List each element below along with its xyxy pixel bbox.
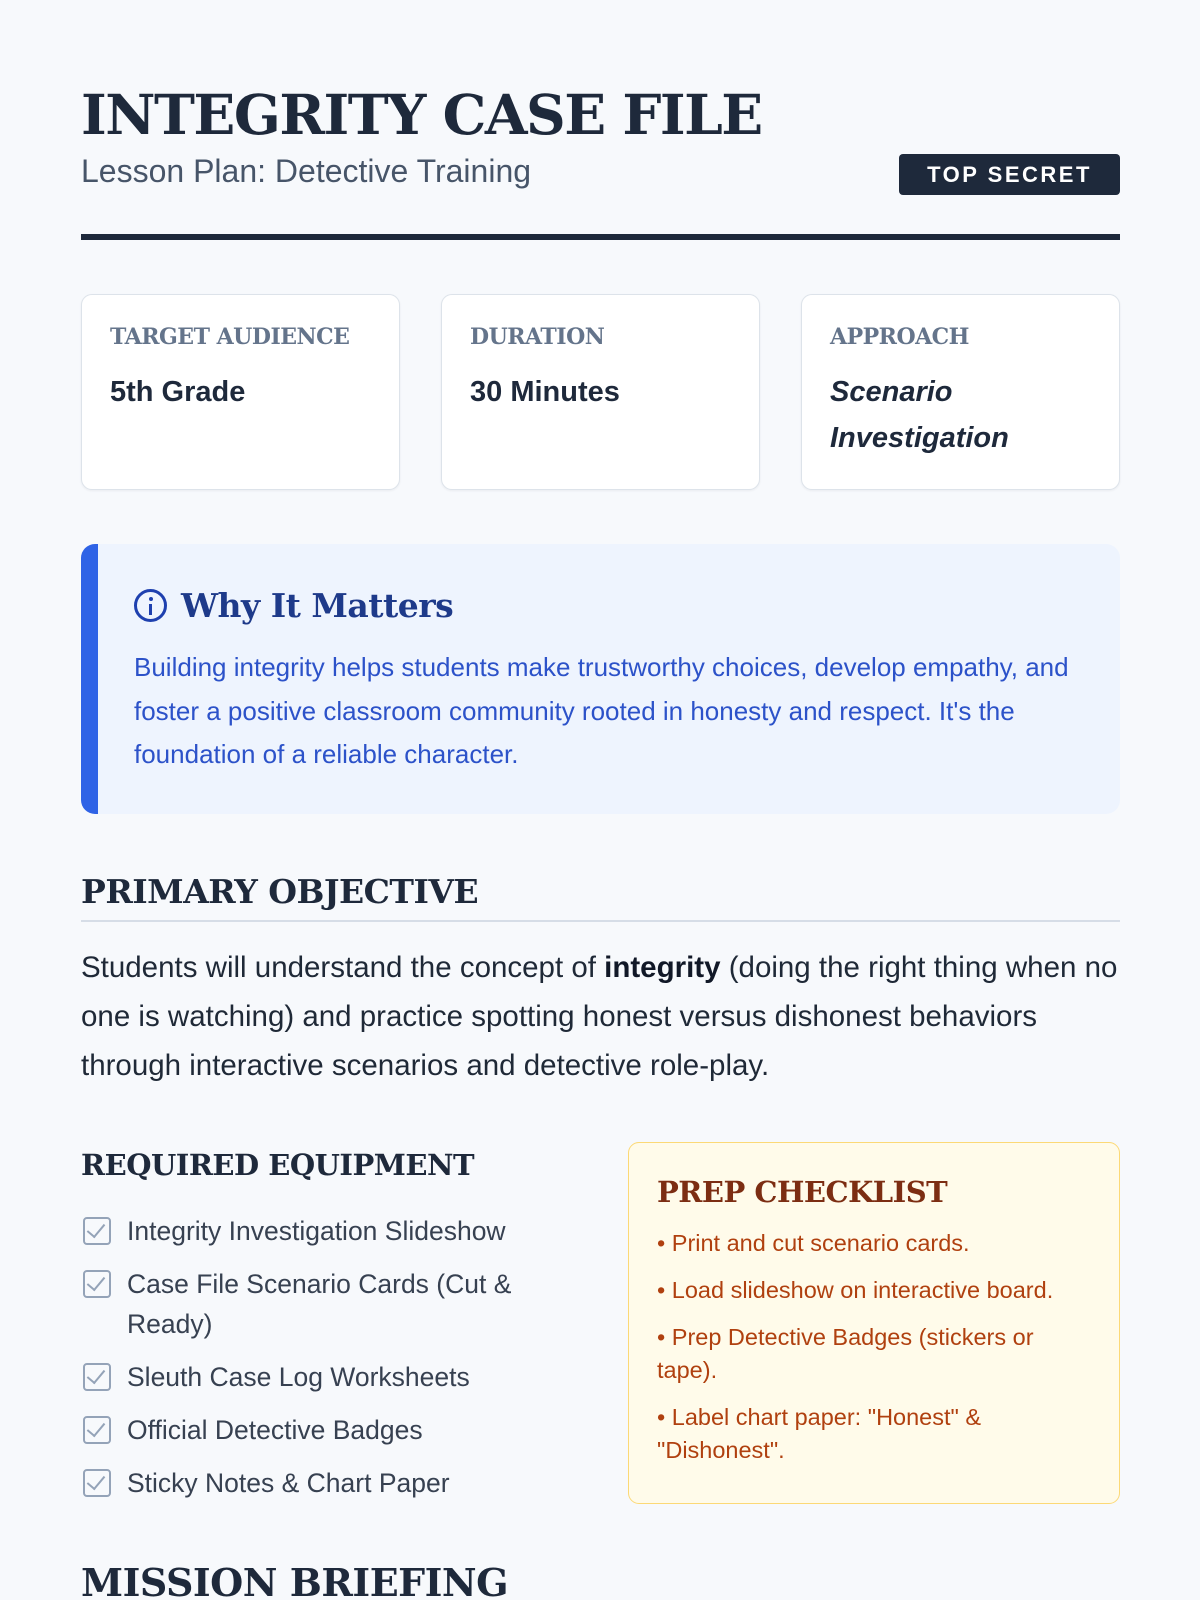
callout-text: Building integrity helps students make trustworthy choices, develop empathy, and foster a positive classroom community rooted in honesty and respect. It's the foundation of a reliable character. [134, 652, 1069, 769]
equipment-item-label: Official Detective Badges [127, 1415, 423, 1445]
section-divider [81, 920, 1120, 922]
equipment-item [81, 1463, 561, 1503]
checkbox-icon [83, 1363, 111, 1391]
equipment-item-label: Case File Scenario Cards (Cut & Ready) [127, 1269, 512, 1339]
card-label: DURATION [470, 324, 605, 350]
classification-badge: TOP SECRET [899, 154, 1120, 195]
objective-text [81, 943, 1120, 1090]
callout-title: Why It Matters [181, 586, 454, 625]
required-equipment-heading: REQUIRED EQUIPMENT [81, 1148, 475, 1182]
callout-accent-bar [81, 544, 98, 814]
header-divider [81, 234, 1120, 240]
card-label: TARGET AUDIENCE [110, 324, 350, 350]
card-value: 30 Minutes [470, 376, 620, 408]
prep-item: • Label chart paper: "Honest" & "Dishonest". [657, 1401, 1091, 1467]
objective-text-start: Students will understand the concept of [81, 951, 605, 984]
equipment-item-label: Sleuth Case Log Worksheets [127, 1362, 470, 1392]
objective-text-end: (doing the right thing when no one is watching) and practice spotting honest versus dishonest behaviors through interactive scenarios and detective role-play. [81, 951, 1118, 1082]
checkbox-icon [83, 1270, 111, 1298]
target-audience-card [81, 294, 400, 490]
info-cards [81, 294, 1120, 490]
equipment-item-label: Sticky Notes & Chart Paper [127, 1468, 450, 1498]
card-value: 5th Grade [110, 376, 246, 408]
card-label: APPROACH [830, 324, 969, 350]
checkbox-icon [83, 1416, 111, 1444]
primary-objective-heading: PRIMARY OBJECTIVE [81, 872, 479, 911]
prep-checklist-box [628, 1142, 1120, 1504]
checkbox-icon [83, 1217, 111, 1245]
equipment-item [81, 1211, 561, 1251]
callout-header [134, 586, 453, 625]
equipment-item [81, 1410, 561, 1450]
duration-card [441, 294, 760, 490]
objective-emphasis: integrity [604, 951, 721, 984]
equipment-item [81, 1357, 561, 1397]
page-title: INTEGRITY CASE FILE [81, 82, 762, 147]
prep-item: • Load slideshow on interactive board. [657, 1274, 1091, 1307]
approach-card [801, 294, 1120, 490]
equipment-list [81, 1211, 561, 1516]
why-it-matters-callout [81, 544, 1120, 814]
equipment-item [81, 1264, 561, 1344]
prep-item: • Print and cut scenario cards. [657, 1227, 1091, 1260]
info-icon [134, 589, 167, 622]
page-subtitle: Lesson Plan: Detective Training [81, 153, 532, 189]
prep-item: • Prep Detective Badges (stickers or tape). [657, 1321, 1091, 1387]
equipment-item-label: Integrity Investigation Slideshow [127, 1216, 506, 1246]
card-value: Scenario Investigation [830, 376, 1009, 454]
prep-checklist [657, 1227, 1091, 1467]
checkbox-icon [83, 1469, 111, 1497]
mission-briefing-heading: MISSION BRIEFING [81, 1560, 509, 1600]
prep-checklist-title: PREP CHECKLIST [657, 1175, 948, 1209]
